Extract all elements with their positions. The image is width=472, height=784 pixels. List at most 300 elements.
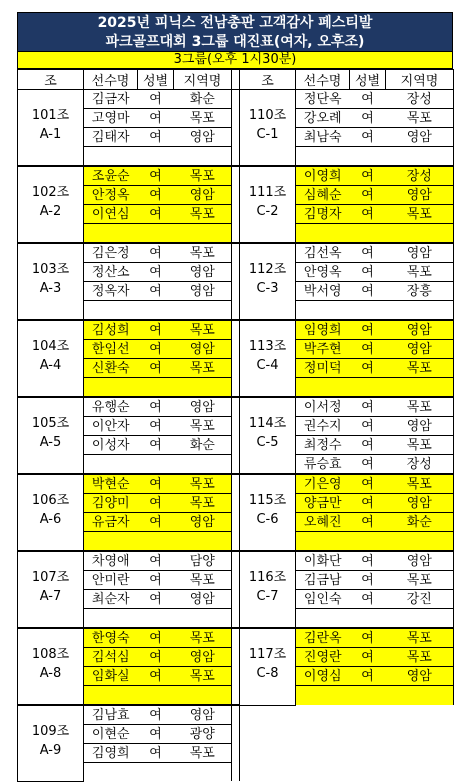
member-gender: 여 xyxy=(138,551,174,571)
member-gender: 여 xyxy=(138,263,174,282)
member-name: 조윤순 xyxy=(84,166,138,186)
table-row xyxy=(18,455,454,475)
blank-cell xyxy=(386,301,454,321)
group-number: 116조 xyxy=(248,570,287,585)
member-name: 이안자 xyxy=(84,417,138,436)
group-number: 112조 xyxy=(248,262,287,277)
table-row xyxy=(18,590,454,609)
blank-cell xyxy=(138,147,174,167)
column-gap xyxy=(232,224,240,244)
group-number: 105조 xyxy=(31,416,70,431)
member-region: 강진 xyxy=(386,590,454,609)
member-gender: 여 xyxy=(350,263,386,282)
member-gender: 여 xyxy=(138,744,174,763)
blank-cell xyxy=(386,532,454,552)
group-id-cell xyxy=(240,90,296,167)
blank-cell xyxy=(138,609,174,629)
table-row xyxy=(18,474,454,494)
group-number: 101조 xyxy=(31,108,70,123)
column-gap xyxy=(232,436,240,455)
member-region: 영암 xyxy=(386,417,454,436)
table-row xyxy=(18,667,454,686)
blank-cell xyxy=(350,301,386,321)
column-gap xyxy=(232,340,240,359)
column-gap xyxy=(232,686,240,706)
group-number: 104조 xyxy=(31,339,70,354)
member-gender: 여 xyxy=(138,417,174,436)
group-number: 106조 xyxy=(31,493,70,508)
member-gender: 여 xyxy=(350,282,386,301)
header-jo-right: 조 xyxy=(240,70,296,90)
member-region: 영암 xyxy=(174,648,232,667)
member-region: 목포 xyxy=(174,320,232,340)
group-code: C-3 xyxy=(256,281,279,296)
member-gender: 여 xyxy=(138,648,174,667)
group-number: 114조 xyxy=(248,416,287,431)
column-gap xyxy=(232,455,240,475)
group-id-cell xyxy=(18,397,84,474)
member-gender: 여 xyxy=(138,571,174,590)
table-row xyxy=(18,166,454,186)
member-region: 목포 xyxy=(386,397,454,417)
group-code: C-7 xyxy=(256,589,279,604)
member-region: 목포 xyxy=(174,494,232,513)
member-gender: 여 xyxy=(138,166,174,186)
group-id-cell xyxy=(18,166,84,243)
member-region: 장성 xyxy=(386,90,454,109)
group-code: A-1 xyxy=(39,127,62,142)
member-region: 영암 xyxy=(386,667,454,686)
blank-cell xyxy=(174,532,232,552)
member-name: 한임선 xyxy=(84,340,138,359)
member-name: 김성희 xyxy=(84,320,138,340)
column-gap xyxy=(232,494,240,513)
member-region: 목포 xyxy=(174,628,232,648)
blank-cell xyxy=(174,301,232,321)
member-name: 이화단 xyxy=(296,551,350,571)
table-row xyxy=(18,320,454,340)
blank-cell xyxy=(296,224,350,244)
member-gender: 여 xyxy=(138,186,174,205)
blank-cell xyxy=(138,686,174,706)
column-gap xyxy=(232,186,240,205)
member-gender: 여 xyxy=(138,494,174,513)
group-code: A-7 xyxy=(39,589,62,604)
member-region: 영암 xyxy=(386,320,454,340)
blank-cell xyxy=(350,609,386,629)
header-region-right: 지역명 xyxy=(386,70,454,90)
member-gender: 여 xyxy=(350,494,386,513)
member-gender: 여 xyxy=(350,109,386,128)
blank-cell xyxy=(386,224,454,244)
member-name: 차영애 xyxy=(84,551,138,571)
table-row xyxy=(18,609,454,629)
member-region: 담양 xyxy=(174,551,232,571)
table-row xyxy=(18,205,454,224)
member-region: 영암 xyxy=(386,128,454,147)
member-region: 장흥 xyxy=(386,282,454,301)
bracket-table xyxy=(17,69,454,782)
member-gender: 여 xyxy=(350,455,386,475)
member-gender: 여 xyxy=(138,243,174,263)
table-row xyxy=(18,90,454,109)
member-region: 목포 xyxy=(174,474,232,494)
member-gender: 여 xyxy=(138,205,174,224)
member-region: 장성 xyxy=(386,455,454,475)
column-gap xyxy=(232,763,240,782)
member-gender: 여 xyxy=(138,340,174,359)
member-gender: 여 xyxy=(350,513,386,532)
blank-cell xyxy=(386,378,454,398)
group-id-cell xyxy=(18,474,84,551)
group-code: A-8 xyxy=(39,666,62,681)
table-row xyxy=(18,494,454,513)
member-name: 이성자 xyxy=(84,436,138,455)
member-gender: 여 xyxy=(350,205,386,224)
member-name: 김양미 xyxy=(84,494,138,513)
table-row xyxy=(18,686,454,706)
column-gap xyxy=(232,128,240,147)
table-row xyxy=(18,224,454,244)
member-gender: 여 xyxy=(138,705,174,725)
blank-cell xyxy=(84,378,138,398)
member-name: 강오례 xyxy=(296,109,350,128)
table-row xyxy=(18,628,454,648)
blank-cell xyxy=(296,532,350,552)
member-name: 이서정 xyxy=(296,397,350,417)
member-gender: 여 xyxy=(350,648,386,667)
blank-cell xyxy=(174,378,232,398)
column-gap xyxy=(232,282,240,301)
member-region: 목포 xyxy=(386,109,454,128)
table-row xyxy=(18,301,454,321)
blank-cell xyxy=(138,301,174,321)
member-gender: 여 xyxy=(138,667,174,686)
member-name: 정산소 xyxy=(84,263,138,282)
blank-cell xyxy=(296,609,350,629)
blank-cell xyxy=(174,686,232,706)
member-gender: 여 xyxy=(350,359,386,378)
group-number: 111조 xyxy=(248,185,287,200)
member-region: 목포 xyxy=(386,436,454,455)
group-code: C-1 xyxy=(256,127,279,142)
column-gap xyxy=(232,243,240,263)
member-region: 영암 xyxy=(174,397,232,417)
member-region: 영암 xyxy=(386,340,454,359)
column-gap xyxy=(232,378,240,398)
member-region: 영암 xyxy=(174,340,232,359)
column-gap xyxy=(232,725,240,744)
header-gender-left: 성별 xyxy=(138,70,174,90)
member-name: 권수지 xyxy=(296,417,350,436)
member-name: 김명자 xyxy=(296,205,350,224)
group-code: C-4 xyxy=(256,358,279,373)
member-gender: 여 xyxy=(138,359,174,378)
member-gender: 여 xyxy=(350,571,386,590)
table-row xyxy=(18,340,454,359)
member-gender: 여 xyxy=(350,90,386,109)
member-gender: 여 xyxy=(138,90,174,109)
group-number: 110조 xyxy=(248,108,287,123)
blank-cell xyxy=(296,686,350,706)
member-region: 광양 xyxy=(174,725,232,744)
group-number: 109조 xyxy=(31,724,70,739)
title-line-2: 파크골프대회 3그룹 대진표(여자, 오후조) xyxy=(105,34,365,50)
column-gap xyxy=(232,109,240,128)
blank-cell xyxy=(84,301,138,321)
column-gap xyxy=(232,532,240,552)
blank-cell xyxy=(84,609,138,629)
member-name: 임인숙 xyxy=(296,590,350,609)
blank-cell xyxy=(174,455,232,475)
member-name: 정옥자 xyxy=(84,282,138,301)
member-name: 심혜순 xyxy=(296,186,350,205)
member-region: 목포 xyxy=(386,205,454,224)
member-name: 진영란 xyxy=(296,648,350,667)
member-gender: 여 xyxy=(350,340,386,359)
member-name: 박서영 xyxy=(296,282,350,301)
table-row xyxy=(18,513,454,532)
group-code: A-9 xyxy=(39,743,62,758)
column-gap xyxy=(232,90,240,109)
table-row xyxy=(18,243,454,263)
group-number: 103조 xyxy=(31,262,70,277)
member-region: 목포 xyxy=(386,648,454,667)
column-gap xyxy=(232,571,240,590)
table-row xyxy=(18,417,454,436)
member-region: 목포 xyxy=(386,628,454,648)
blank-cell xyxy=(296,147,350,167)
blank-cell xyxy=(350,224,386,244)
member-gender: 여 xyxy=(138,109,174,128)
member-region: 목포 xyxy=(174,571,232,590)
column-gap xyxy=(232,166,240,186)
blank-cell xyxy=(350,686,386,706)
blank-cell xyxy=(84,455,138,475)
member-name: 이영희 xyxy=(296,166,350,186)
column-gap xyxy=(232,513,240,532)
table-row xyxy=(18,571,454,590)
blank-cell xyxy=(84,532,138,552)
table-row xyxy=(18,109,454,128)
group-id-cell xyxy=(18,90,84,167)
header-name-left: 선수명 xyxy=(84,70,138,90)
member-name: 안미란 xyxy=(84,571,138,590)
group-number: 108조 xyxy=(31,647,70,662)
member-region: 목포 xyxy=(386,263,454,282)
column-gap xyxy=(232,205,240,224)
blank-cell xyxy=(296,301,350,321)
member-gender: 여 xyxy=(350,397,386,417)
member-name: 신환숙 xyxy=(84,359,138,378)
member-gender: 여 xyxy=(350,417,386,436)
column-gap xyxy=(232,147,240,167)
member-region: 목포 xyxy=(174,205,232,224)
table-row xyxy=(18,263,454,282)
group-code: C-8 xyxy=(256,666,279,681)
member-name: 김남효 xyxy=(84,705,138,725)
empty-block xyxy=(240,705,454,781)
member-gender: 여 xyxy=(350,474,386,494)
member-region: 목포 xyxy=(174,667,232,686)
column-gap xyxy=(232,648,240,667)
table-row xyxy=(18,378,454,398)
member-region: 영암 xyxy=(386,186,454,205)
group-id-cell xyxy=(240,320,296,397)
table-row xyxy=(18,705,454,725)
table-row xyxy=(18,147,454,167)
group-id-cell xyxy=(240,628,296,705)
member-region: 영암 xyxy=(174,513,232,532)
blank-cell xyxy=(174,224,232,244)
member-name: 고영마 xyxy=(84,109,138,128)
group-code: A-6 xyxy=(39,512,62,527)
member-region: 영암 xyxy=(174,705,232,725)
member-region: 영암 xyxy=(174,590,232,609)
table-row xyxy=(18,128,454,147)
member-region: 영암 xyxy=(386,243,454,263)
member-region: 영암 xyxy=(174,263,232,282)
header-row xyxy=(18,70,454,90)
group-id-cell xyxy=(240,551,296,628)
member-name: 임영희 xyxy=(296,320,350,340)
header-name-right: 선수명 xyxy=(296,70,350,90)
group-number: 115조 xyxy=(248,493,287,508)
group-id-cell xyxy=(18,628,84,705)
group-code: C-6 xyxy=(256,512,279,527)
group-code: A-4 xyxy=(39,358,62,373)
member-gender: 여 xyxy=(138,474,174,494)
column-gap xyxy=(232,667,240,686)
table-row xyxy=(18,648,454,667)
column-gap xyxy=(232,551,240,571)
member-name: 임화실 xyxy=(84,667,138,686)
member-region: 목포 xyxy=(174,166,232,186)
group-number: 102조 xyxy=(31,185,70,200)
group-code: A-3 xyxy=(39,281,62,296)
column-gap xyxy=(232,744,240,763)
column-gap xyxy=(232,628,240,648)
group-number: 113조 xyxy=(248,339,287,354)
member-name: 정단옥 xyxy=(296,90,350,109)
group-number: 117조 xyxy=(248,647,287,662)
member-name: 양금만 xyxy=(296,494,350,513)
column-gap xyxy=(232,609,240,629)
member-gender: 여 xyxy=(350,628,386,648)
member-region: 화순 xyxy=(174,436,232,455)
group-code: A-5 xyxy=(39,435,62,450)
member-region: 장성 xyxy=(386,166,454,186)
blank-cell xyxy=(386,609,454,629)
blank-cell xyxy=(174,763,232,782)
blank-cell xyxy=(138,763,174,782)
member-gender: 여 xyxy=(138,397,174,417)
member-gender: 여 xyxy=(138,128,174,147)
member-name: 김금남 xyxy=(296,571,350,590)
member-region: 목포 xyxy=(386,571,454,590)
member-name: 김금자 xyxy=(84,90,138,109)
column-gap xyxy=(232,301,240,321)
member-gender: 여 xyxy=(350,243,386,263)
member-name: 최순자 xyxy=(84,590,138,609)
member-name: 최정수 xyxy=(296,436,350,455)
title-line-1: 2025년 피닉스 전남총판 고객감사 페스티발 xyxy=(97,15,373,31)
blank-cell xyxy=(84,763,138,782)
blank-cell xyxy=(84,147,138,167)
header-region-left: 지역명 xyxy=(174,70,232,90)
member-gender: 여 xyxy=(138,628,174,648)
member-region: 화순 xyxy=(174,90,232,109)
table-row xyxy=(18,397,454,417)
blank-cell xyxy=(84,224,138,244)
table-row xyxy=(18,436,454,455)
blank-cell xyxy=(138,378,174,398)
member-region: 화순 xyxy=(386,513,454,532)
blank-cell xyxy=(174,147,232,167)
group-code: C-2 xyxy=(256,204,279,219)
bracket-body xyxy=(18,90,454,782)
member-name: 박현순 xyxy=(84,474,138,494)
table-row xyxy=(18,186,454,205)
member-region: 목포 xyxy=(174,744,232,763)
member-gender: 여 xyxy=(350,590,386,609)
bracket-sheet xyxy=(17,12,453,782)
member-name: 김태자 xyxy=(84,128,138,147)
column-gap xyxy=(232,417,240,436)
column-gap xyxy=(232,474,240,494)
member-name: 김란옥 xyxy=(296,628,350,648)
blank-cell xyxy=(174,609,232,629)
member-gender: 여 xyxy=(138,282,174,301)
member-region: 목포 xyxy=(174,109,232,128)
blank-cell xyxy=(138,455,174,475)
column-gap xyxy=(232,705,240,725)
member-gender: 여 xyxy=(138,436,174,455)
group-code: A-2 xyxy=(39,204,62,219)
member-name: 최남숙 xyxy=(296,128,350,147)
member-region: 영암 xyxy=(386,494,454,513)
member-region: 영암 xyxy=(174,186,232,205)
group-label: 3그룹(오후 1시30분) xyxy=(17,52,453,69)
member-name: 안정옥 xyxy=(84,186,138,205)
member-gender: 여 xyxy=(350,128,386,147)
group-number: 107조 xyxy=(31,570,70,585)
group-id-cell xyxy=(18,705,84,781)
column-gap xyxy=(232,263,240,282)
member-region: 영암 xyxy=(174,282,232,301)
member-region: 목포 xyxy=(386,474,454,494)
member-name: 기은영 xyxy=(296,474,350,494)
group-code: C-5 xyxy=(256,435,279,450)
member-region: 목포 xyxy=(174,417,232,436)
member-name: 류승효 xyxy=(296,455,350,475)
header-gender-right: 성별 xyxy=(350,70,386,90)
group-id-cell xyxy=(18,551,84,628)
member-region: 목포 xyxy=(174,359,232,378)
blank-cell xyxy=(350,378,386,398)
member-region: 영암 xyxy=(386,551,454,571)
group-id-cell xyxy=(240,397,296,474)
blank-cell xyxy=(350,147,386,167)
member-name: 유행순 xyxy=(84,397,138,417)
member-name: 김영희 xyxy=(84,744,138,763)
member-gender: 여 xyxy=(350,166,386,186)
group-id-cell xyxy=(240,243,296,320)
group-id-cell xyxy=(240,166,296,243)
member-gender: 여 xyxy=(138,725,174,744)
member-gender: 여 xyxy=(350,667,386,686)
column-gap xyxy=(232,590,240,609)
